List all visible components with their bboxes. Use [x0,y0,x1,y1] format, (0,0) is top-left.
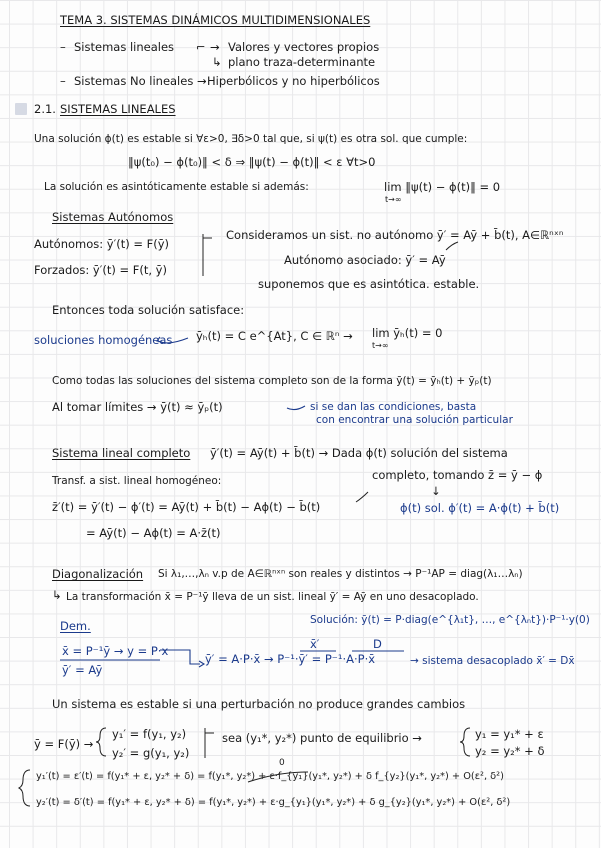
forced-eq: Forzados: ȳ′(t) = F(t, ȳ) [34,263,167,277]
diagonalization-title: Diagonalización [52,567,144,581]
return-arrow-icon: ↳ [212,55,222,69]
hyperbolic-item: Hiperbólicos y no hiperbólicos [207,74,380,88]
nonlinear-label: Sistemas No lineales → [74,74,207,88]
bullet-dash-2: – [60,74,66,88]
proof-label: Dem. [60,619,91,633]
derivation-eq2: = Aȳ(t) − Aϕ(t) = A·z̄(t) [86,526,221,540]
nonlinear-eq-2: y₂′ = g(y₁, y₂) [112,746,190,760]
autonomous-eq: Autónomos: ȳ′(t) = F(ȳ) [34,237,170,251]
complete-system-title: Sistema lineal completo [52,446,191,460]
perturbation-eq-2: y₂ = y₂* + δ [475,744,545,758]
proof-step-1: x̄ = P⁻¹ȳ → y = P·x [62,644,169,658]
homogeneous-limit: lim ȳₕ(t) = 0 [372,326,443,340]
homogeneous-limit-sub: t→∞ [372,341,389,350]
note-line-2: con encontrar una solución particular [316,414,513,426]
transformation-statement: La transformación x̄ = P⁻¹ȳ lleva de un sist. lineal ȳ′ = Aȳ en uno desacoplado. [66,591,479,603]
homogeneous-label: soluciones homogéneas [34,333,173,347]
stability-formula: ‖ψ(t₀) − ϕ(t₀)‖ < δ ⇒ ‖ψ(t) − ϕ(t)‖ < ε ∀t>0 [128,155,376,169]
derivation-eq1: z̄′(t) = ȳ′(t) − ϕ′(t) = Aȳ(t) + b̄(t) − Aϕ(t) − b̄(t) [52,500,321,514]
limit-statement: Al tomar límites → ȳ(t) ≈ ȳₚ(t) [52,400,223,414]
assumption: suponemos que es asintótica. estable. [258,277,480,291]
stability-definition: Una solución ϕ(t) es estable si ∀ε>0, ∃δ>0 tal que, si ψ(t) es otra sol. que cumple: [34,133,468,145]
then-statement: Entonces toda solución satisface: [52,303,245,317]
non-autonomous-statement: Consideramos un sist. no autónomo ȳ′ = Aȳ + b̄(t), A∈ℝⁿˣⁿ [226,228,564,242]
linear-systems-label: Sistemas lineales [74,40,175,54]
perturbation-eq-1: y₁ = y₁* + ε [475,727,544,741]
section-number: 2.1. [34,102,56,116]
decoupled-system: → sistema desacoplado x̄′ = Dx̄ [410,655,575,667]
change-of-variable: completo, tomando z̄ = ȳ − ϕ [372,468,543,482]
bullet-dash: – [60,40,66,54]
d-matrix-label: D [373,637,382,651]
equilibrium-statement: sea (y₁*, y₂*) punto de equilibrio → [222,731,422,745]
taylor-expansion-2: y₂′(t) = δ′(t) = f(y₁* + ε, y₂* + δ) = f(y₁*, y₂*) + ε·g_{y₁}(y₁*, y₂*) + δ g_{y₂}(y₁*, y₂*) + O(ε², δ²) [36,797,511,808]
return-arrow-icon-2: ↳ [52,588,62,602]
zero-annotation: 0 [279,758,285,768]
nonlinear-system-left: ȳ = F(ȳ) → [34,737,94,751]
proof-step-1b: ȳ′ = Aȳ [62,663,103,677]
limit-subscript: t→∞ [385,195,402,204]
taylor-expansion-1: y₁′(t) = ε′(t) = f(y₁* + ε, y₂* + δ) = f(y₁*, y₂*) + ε·f_{y₁}(y₁*, y₂*) + δ f_{y₂}(y₁*, y₂*) + O(ε², δ²) [36,771,504,782]
diagonalization-condition: Si λ₁,…,λₙ v.p de A∈ℝⁿˣⁿ son reales y distintos → P⁻¹AP = diag(λ₁…λₙ) [158,568,523,580]
trace-det-item: plano traza-determinante [228,55,376,69]
x-prime-label: x̄′ [310,637,320,651]
phi-solution-note: ϕ(t) sol. ϕ′(t) = A·ϕ(t) + b̄(t) [400,501,560,515]
solution-formula: Solución: ȳ(t) = P·diag(e^{λ₁t}, …, e^{λₙt})·P⁻¹·y(0) [310,614,590,626]
associated-autonomous: Autónomo asociado: ȳ′ = Aȳ [284,253,446,267]
asymptotic-definition: La solución es asintóticamente estable si además: [44,181,309,193]
asymptotic-limit: lim ‖ψ(t) − ϕ(t)‖ = 0 [384,180,501,194]
down-arrow-icon: ↓ [431,484,441,498]
homogeneous-formula: ȳₕ(t) = C e^{At}, C ∈ ℝⁿ → [196,329,353,343]
general-solution-statement: Como todas las soluciones del sistema completo son de la forma ȳ(t) = ȳₕ(t) + ȳₚ(t) [52,375,492,387]
section-title: SISTEMAS LINEALES [60,102,176,116]
linear-bracket-icon: ⌐ [196,40,206,54]
note-line-1: si se dan las condiciones, basta [310,401,477,413]
topic-title: TEMA 3. SISTEMAS DINÁMICOS MULTIDIMENSIONALES [60,13,371,27]
perturbation-statement: Un sistema es estable si una perturbación no produce grandes cambios [52,697,466,711]
homogeneous-transform: Transf. a sist. lineal homogéneo: [52,475,222,487]
autonomous-title: Sistemas Autónomos [52,210,174,224]
complete-system-formula: ȳ′(t) = Aȳ(t) + b̄(t) → Dada ϕ(t) solución del sistema [210,446,508,460]
proof-step-2: ȳ′ = A·P·x̄ → P⁻¹·ȳ′ = P⁻¹·A·P·x̄ [205,652,376,666]
arrow-icon: → [210,40,220,54]
nonlinear-eq-1: y₁′ = f(y₁, y₂) [112,727,187,741]
eigen-item: Valores y vectores propios [228,40,380,54]
